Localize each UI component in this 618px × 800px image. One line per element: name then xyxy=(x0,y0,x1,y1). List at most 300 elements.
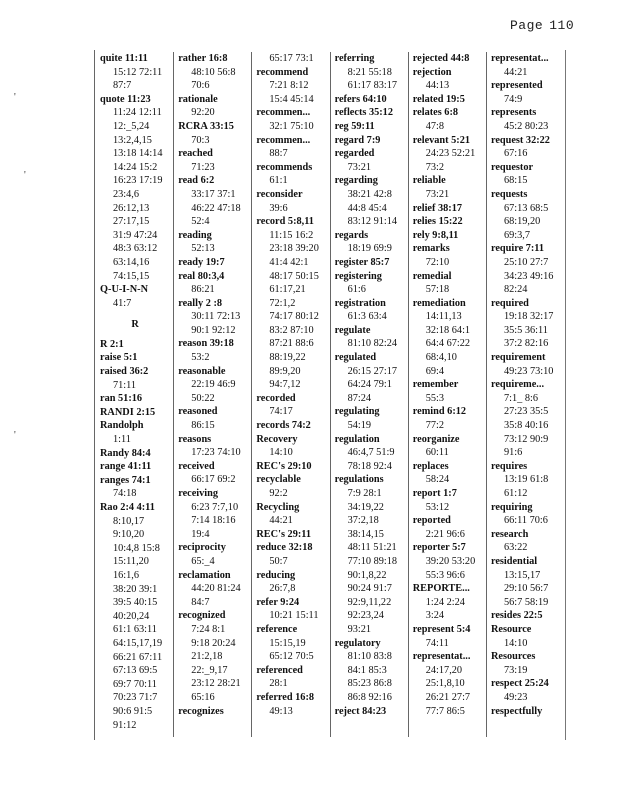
index-reference: 87:21 88:6 xyxy=(269,338,314,350)
index-term: rejection xyxy=(412,66,452,78)
index-reference: 74:18 xyxy=(113,488,137,500)
index-term: reference xyxy=(256,623,298,635)
index-term: referring xyxy=(334,53,375,64)
index-reference: 73:2 xyxy=(425,161,445,173)
index-term: read 6:2 xyxy=(178,175,215,187)
index-reference: 68:4,10 xyxy=(425,352,457,364)
index-reference: 73:12 90:9 xyxy=(503,433,549,445)
index-reference: 77:10 89:18 xyxy=(347,555,398,567)
index-reference: 82:24 xyxy=(503,284,528,296)
index-reference: 65:_4 xyxy=(191,555,215,567)
index-reference: 48:10 56:8 xyxy=(191,66,236,78)
index-reference: 77:2 xyxy=(425,420,445,432)
index-reference: 66:11 70:6 xyxy=(503,515,548,527)
index-reference: 24:23 52:21 xyxy=(425,148,476,160)
index-column xyxy=(331,52,409,737)
index-term: regulatory xyxy=(334,637,381,649)
index-reference: 72:10 xyxy=(425,256,450,268)
index-reference: 74:17 xyxy=(269,406,293,418)
index-reference: 44:20 81:24 xyxy=(191,583,241,595)
index-term: real 80:3,4 xyxy=(178,270,225,282)
index-reference: 31:9 47:24 xyxy=(113,229,158,241)
index-term: reason 39:18 xyxy=(178,338,234,350)
index-term: reasonable xyxy=(178,365,226,377)
margin-mark: ' xyxy=(14,430,16,441)
index-reference: 66:21 67:11 xyxy=(113,651,163,663)
index-term: raise 5:1 xyxy=(100,352,138,364)
index-reference: 46:4,7 51:9 xyxy=(347,447,395,459)
index-reference: 19:4 xyxy=(191,528,210,540)
index-term: requiring xyxy=(490,501,533,513)
index-reference: 54:19 xyxy=(347,420,372,432)
index-term: reorganize xyxy=(412,433,460,445)
index-reference: 71:11 xyxy=(113,379,137,391)
index-reference: 13:18 14:14 xyxy=(113,148,163,160)
index-term: reject 84:23 xyxy=(334,705,387,717)
index-reference: 1:11 xyxy=(113,434,131,446)
index-reference: 25:10 27:7 xyxy=(503,256,549,268)
index-reference: 9:10,20 xyxy=(113,529,145,541)
index-term: related 19:5 xyxy=(412,93,465,105)
index-reference: 21:2,18 xyxy=(191,651,223,663)
index-reference: 69:7 70:11 xyxy=(113,678,157,690)
index-reference: 11:24 12:11 xyxy=(113,107,162,119)
index-reference: 38:14,15 xyxy=(347,528,384,540)
index-reference: 74:15,15 xyxy=(113,270,150,282)
index-column xyxy=(487,52,565,737)
index-reference: 32:1 75:10 xyxy=(269,120,314,132)
index-reference: 7:14 18:16 xyxy=(191,515,236,527)
index-reference: 53:12 xyxy=(425,501,450,513)
index-term: recommen... xyxy=(256,134,311,146)
index-reference: 29:10 56:7 xyxy=(503,583,549,595)
index-reference: 35:5 36:11 xyxy=(503,324,548,336)
index-reference: 83:12 91:14 xyxy=(347,216,398,228)
index-reference: 26:21 27:7 xyxy=(425,691,471,703)
index-reference: 27:23 35:5 xyxy=(503,406,549,418)
index-reference: 77:7 86:5 xyxy=(425,705,465,717)
index-term: recyclable xyxy=(256,474,301,486)
index-term: Randy 84:4 xyxy=(100,447,151,459)
index-term: reducing xyxy=(256,569,296,581)
index-term: Randolph xyxy=(100,420,144,432)
index-reference: 90:1 92:12 xyxy=(191,324,236,336)
index-term: record 5:8,11 xyxy=(256,216,314,228)
word-index-columns xyxy=(96,52,565,737)
index-reference: 88:7 xyxy=(269,148,288,160)
index-term: REC's 29:10 xyxy=(256,460,312,472)
index-reference: 74:11 xyxy=(425,637,449,649)
index-reference: 38:20 39:1 xyxy=(113,583,158,595)
index-term: regards xyxy=(334,229,369,241)
index-term: REC's 29:11 xyxy=(256,528,312,540)
index-reference: 26:7,8 xyxy=(269,583,296,595)
index-term: Resource xyxy=(490,623,532,635)
index-reference: 44:13 xyxy=(425,80,450,92)
index-term: recognized xyxy=(178,610,226,622)
index-reference: 55:3 96:6 xyxy=(425,569,465,581)
index-reference: 83:2 87:10 xyxy=(269,324,314,336)
index-term: regulate xyxy=(334,324,371,336)
index-term: R 2:1 xyxy=(100,338,124,350)
index-reference: 49:13 xyxy=(269,705,293,717)
index-reference: 48:17 50:15 xyxy=(269,270,319,282)
index-term: remarks xyxy=(412,243,450,255)
index-term: request 32:22 xyxy=(490,134,550,146)
index-term: received xyxy=(178,460,215,472)
index-reference: 61:17 83:17 xyxy=(347,80,398,92)
margin-mark: ' xyxy=(24,170,26,181)
index-term: relevant 5:21 xyxy=(412,134,471,146)
index-term: records 74:2 xyxy=(256,420,311,432)
index-reference: 92:9,11,22 xyxy=(347,596,392,608)
index-term: REPORTE... xyxy=(412,583,470,595)
index-column xyxy=(96,52,174,737)
index-term: registration xyxy=(334,297,386,309)
index-reference: 87:24 xyxy=(347,392,372,404)
index-term: residential xyxy=(490,555,538,567)
index-reference: 74:9 xyxy=(503,93,523,105)
index-reference: 34:19,22 xyxy=(347,501,384,513)
index-reference: 6:23 7:7,10 xyxy=(191,501,239,513)
index-term: reg 59:11 xyxy=(334,120,375,132)
index-term: remediation xyxy=(412,297,466,309)
index-reference: 93:21 xyxy=(347,623,372,635)
index-reference: 88:19,22 xyxy=(269,352,306,364)
index-term: Resources xyxy=(490,651,536,663)
index-reference: 3:24 xyxy=(425,610,445,622)
index-reference: 69:3,7 xyxy=(503,229,530,241)
index-reference: 67:13 68:5 xyxy=(503,202,549,214)
index-reference: 15:4 45:14 xyxy=(269,93,314,105)
index-term: rejected 44:8 xyxy=(412,53,470,64)
index-reference: 73:21 xyxy=(425,188,450,200)
index-term: respect 25:24 xyxy=(490,678,549,690)
index-term: recommends xyxy=(256,161,313,173)
index-reference: 10:21 15:11 xyxy=(269,610,319,622)
index-reference: 26:12,13 xyxy=(113,202,150,214)
index-term: refer 9:24 xyxy=(256,596,300,608)
index-reference: 91:6 xyxy=(503,447,523,459)
index-term: reconsider xyxy=(256,188,303,200)
index-term: represent 5:4 xyxy=(412,623,471,635)
index-term: relies 15:22 xyxy=(412,216,463,228)
index-reference: 48:3 63:12 xyxy=(113,243,158,255)
index-reference: 65:12 70:5 xyxy=(269,651,314,663)
index-reference: 7:24 8:1 xyxy=(191,623,226,635)
index-term: Rao 2:4 4:11 xyxy=(100,502,155,513)
index-reference: 12:_5,24 xyxy=(113,120,150,132)
index-reference: 18:19 69:9 xyxy=(347,243,392,255)
index-reference: 8:10,17 xyxy=(113,515,145,527)
index-reference: 90:1,8,22 xyxy=(347,569,387,581)
index-reference: 58:24 xyxy=(425,474,450,486)
index-term: reached xyxy=(178,148,213,160)
index-column xyxy=(174,52,252,737)
index-reference: 90:24 91:7 xyxy=(347,583,392,595)
index-reference: 50:7 xyxy=(269,555,288,567)
index-term: remedial xyxy=(412,270,452,282)
index-term: regulating xyxy=(334,406,380,418)
index-term: recommend xyxy=(256,66,309,78)
index-reference: 46:22 47:18 xyxy=(191,202,241,214)
index-reference: 14:24 15:2 xyxy=(113,161,158,173)
index-term: Recovery xyxy=(256,433,298,445)
index-reference: 44:21 xyxy=(503,66,528,78)
index-reference: 30:11 72:13 xyxy=(191,311,241,323)
index-reference: 81:10 83:8 xyxy=(347,651,392,663)
index-reference: 7:9 28:1 xyxy=(347,488,382,499)
index-reference: 84:1 85:3 xyxy=(347,664,387,676)
index-reference: 13:15,17 xyxy=(503,569,541,581)
index-reference: 73:21 xyxy=(347,161,372,173)
page-number: 110 xyxy=(549,18,575,33)
index-term: respectfully xyxy=(490,705,543,717)
index-reference: 8:21 55:18 xyxy=(347,66,392,78)
index-reference: 23:4,6 xyxy=(113,188,140,200)
index-reference: 25:1,8,10 xyxy=(425,678,465,690)
margin-mark: ' xyxy=(14,92,16,103)
index-term: regulation xyxy=(334,433,380,445)
index-term: requests xyxy=(490,188,528,200)
index-reference: 86:8 92:16 xyxy=(347,691,392,703)
index-reference: 37:2 82:16 xyxy=(503,338,549,350)
index-reference: 14:11,13 xyxy=(425,311,462,323)
index-term: reasoned xyxy=(178,406,218,418)
index-reference: 23:12 28:21 xyxy=(191,678,241,690)
index-reference: 63:22 xyxy=(503,542,528,554)
index-term: remember xyxy=(412,379,459,391)
index-reference: 14:10 xyxy=(269,447,293,459)
page-number-label xyxy=(504,18,574,33)
index-term: representat... xyxy=(490,53,549,64)
index-reference: 41:7 xyxy=(113,297,132,309)
index-term: requires xyxy=(490,460,528,472)
index-reference: 91:12 xyxy=(113,719,137,731)
index-reference: 72:1,2 xyxy=(269,297,296,309)
index-term: requireme... xyxy=(490,379,545,391)
index-term: relief 38:17 xyxy=(412,202,463,214)
index-term: regarded xyxy=(334,148,375,160)
index-term: research xyxy=(490,528,529,540)
index-term: resides 22:5 xyxy=(490,610,543,622)
index-term: requirement xyxy=(490,352,546,364)
index-reference: 73:19 xyxy=(503,664,528,676)
index-term: require 7:11 xyxy=(490,243,545,255)
index-reference: 47:8 xyxy=(425,120,445,132)
index-term: Recycling xyxy=(256,501,300,513)
index-term: required xyxy=(490,297,529,309)
index-term: refers 64:10 xyxy=(334,93,387,105)
index-reference: 39:5 40:15 xyxy=(113,597,158,609)
index-term: range 41:11 xyxy=(100,461,152,473)
index-term: quote 11:23 xyxy=(100,93,151,105)
index-reference: 28:1 xyxy=(269,678,288,690)
index-reference: 45:2 80:23 xyxy=(503,120,549,132)
index-reference: 81:10 82:24 xyxy=(347,338,398,350)
index-reference: 23:18 39:20 xyxy=(269,243,319,255)
index-reference: 92:2 xyxy=(269,488,288,499)
index-term: replaces xyxy=(412,460,449,472)
index-reference: 10:4,8 15:8 xyxy=(113,542,160,554)
index-term: ready 19:7 xyxy=(178,256,225,268)
index-reference: 65:16 xyxy=(191,691,215,703)
index-reference: 38:21 42:8 xyxy=(347,188,392,200)
index-reference: 86:21 xyxy=(191,284,215,296)
index-reference: 13:2,4,15 xyxy=(113,134,152,146)
index-reference: 24:17,20 xyxy=(425,664,463,676)
index-term: represented xyxy=(490,80,543,92)
index-reference: 92:20 xyxy=(191,107,215,119)
index-term: reading xyxy=(178,229,212,241)
index-reference: 27:17,15 xyxy=(113,216,150,228)
index-term: ranges 74:1 xyxy=(100,474,151,486)
index-reference: 69:4 xyxy=(425,365,445,377)
index-column xyxy=(409,52,487,737)
index-reference: 35:8 40:16 xyxy=(503,420,549,432)
index-reference: 15:15,19 xyxy=(269,637,306,649)
index-reference: 61:1 xyxy=(269,175,288,187)
index-reference: 52:13 xyxy=(191,243,215,255)
index-reference: 2:21 96:6 xyxy=(425,528,465,540)
index-reference: 85:23 86:8 xyxy=(347,678,392,690)
index-reference: 39:20 53:20 xyxy=(425,555,476,567)
index-term: report 1:7 xyxy=(412,488,457,499)
index-term: receiving xyxy=(178,488,219,499)
index-term: reflects 35:12 xyxy=(334,107,393,119)
index-term: recorded xyxy=(256,392,296,404)
index-reference: 7:1_ 8:6 xyxy=(503,392,538,404)
index-reference: 37:2,18 xyxy=(347,515,379,527)
index-term: reciprocity xyxy=(178,542,226,554)
index-reference: 64:4 67:22 xyxy=(425,338,471,350)
index-reference: 44:8 45:4 xyxy=(347,202,387,214)
index-reference: 22:19 46:9 xyxy=(191,379,236,391)
index-term: relates 6:8 xyxy=(412,107,459,119)
index-reference: 89:9,20 xyxy=(269,365,301,377)
index-reference: 64:15,17,19 xyxy=(113,637,163,649)
index-reference: 53:2 xyxy=(191,352,210,364)
index-reference: 70:6 xyxy=(191,80,210,92)
index-reference: 48:11 51:21 xyxy=(347,542,397,554)
index-reference: 78:18 92:4 xyxy=(347,460,392,472)
index-reference: 33:17 37:1 xyxy=(191,188,236,200)
index-term: really 2 :8 xyxy=(178,297,223,309)
index-reference: 68:19,20 xyxy=(503,216,541,228)
index-reference: 86:15 xyxy=(191,420,215,432)
index-term: reported xyxy=(412,515,451,527)
index-reference: 15:12 72:11 xyxy=(113,66,163,78)
index-term: reasons xyxy=(178,433,212,445)
page-word: Page xyxy=(510,18,544,33)
index-column xyxy=(252,52,330,737)
index-reference: 52:4 xyxy=(191,216,210,228)
index-reference: 66:17 69:2 xyxy=(191,474,236,486)
index-term: requestor xyxy=(490,161,534,173)
index-term: rather 16:8 xyxy=(178,53,228,64)
index-reference: 87:7 xyxy=(113,80,132,92)
index-reference: 61:12 xyxy=(503,488,528,499)
index-reference: 17:23 74:10 xyxy=(191,447,241,459)
index-reference: 65:17 73:1 xyxy=(269,53,314,64)
index-term: representat... xyxy=(412,651,471,663)
index-reference: 19:18 32:17 xyxy=(503,311,554,323)
index-term: rationale xyxy=(178,93,218,105)
index-reference: 90:6 91:5 xyxy=(113,705,153,717)
index-reference: 34:23 49:16 xyxy=(503,270,554,282)
section-letter: R xyxy=(131,319,139,331)
index-term: regard 7:9 xyxy=(334,134,381,146)
index-reference: 67:13 69:5 xyxy=(113,665,158,677)
index-reference: 50:22 xyxy=(191,392,215,404)
index-reference: 13:19 61:8 xyxy=(503,474,549,486)
index-term: reliable xyxy=(412,175,446,187)
index-reference: 61:1 63:11 xyxy=(113,624,157,636)
index-reference: 11:15 16:2 xyxy=(269,229,314,241)
index-term: remind 6:12 xyxy=(412,406,467,418)
index-reference: 61:6 xyxy=(347,284,366,296)
index-reference: 64:24 79:1 xyxy=(347,379,392,391)
index-reference: 57:18 xyxy=(425,284,450,296)
index-reference: 70:23 71:7 xyxy=(113,692,158,704)
index-term: regulations xyxy=(334,474,384,486)
index-term: registering xyxy=(334,270,382,282)
index-reference: 71:23 xyxy=(191,161,215,173)
index-reference: 49:23 73:10 xyxy=(503,365,554,377)
index-reference: 41:4 42:1 xyxy=(269,256,309,268)
index-term: quite 11:11 xyxy=(100,53,148,64)
index-term: reduce 32:18 xyxy=(256,542,313,554)
index-reference: 40:20,24 xyxy=(113,610,150,622)
index-reference: 15:11,20 xyxy=(113,556,149,568)
index-reference: 16:1,6 xyxy=(113,569,140,581)
index-term: RANDI 2:15 xyxy=(100,406,156,418)
index-reference: 92:23,24 xyxy=(347,610,384,622)
index-term: referenced xyxy=(256,664,303,676)
index-term: reporter 5:7 xyxy=(412,542,466,554)
index-reference: 55:3 xyxy=(425,392,445,404)
index-reference: 9:18 20:24 xyxy=(191,637,236,649)
index-term: regarding xyxy=(334,175,378,187)
index-reference: 26:15 27:17 xyxy=(347,365,398,377)
index-reference: 22:_9,17 xyxy=(191,664,228,676)
index-reference: 68:15 xyxy=(503,175,528,187)
index-term: register 85:7 xyxy=(334,256,390,268)
index-reference: 16:23 17:19 xyxy=(113,175,163,187)
index-term: regulated xyxy=(334,352,377,364)
index-term: ran 51:16 xyxy=(100,393,143,405)
index-reference: 61:17,21 xyxy=(269,284,306,296)
index-reference: 67:16 xyxy=(503,148,528,160)
index-term: RCRA 33:15 xyxy=(178,120,234,132)
index-term: represents xyxy=(490,107,537,119)
index-reference: 74:17 80:12 xyxy=(269,311,319,323)
index-term: reclamation xyxy=(178,569,231,581)
index-reference: 63:14,16 xyxy=(113,256,150,268)
index-reference: 32:18 64:1 xyxy=(425,324,471,336)
index-reference: 14:10 xyxy=(503,637,528,649)
index-reference: 1:24 2:24 xyxy=(425,596,465,608)
index-term: Q-U-I-N-N xyxy=(100,284,149,296)
index-reference: 39:6 xyxy=(269,202,288,214)
index-reference: 84:7 xyxy=(191,596,210,608)
index-reference: 94:7,12 xyxy=(269,379,301,391)
index-term: rely 9:8,11 xyxy=(412,229,459,241)
index-term: recommen... xyxy=(256,107,311,119)
index-reference: 60:11 xyxy=(425,447,449,459)
index-reference: 56:7 58:19 xyxy=(503,596,549,608)
index-reference: 70:3 xyxy=(191,134,210,146)
